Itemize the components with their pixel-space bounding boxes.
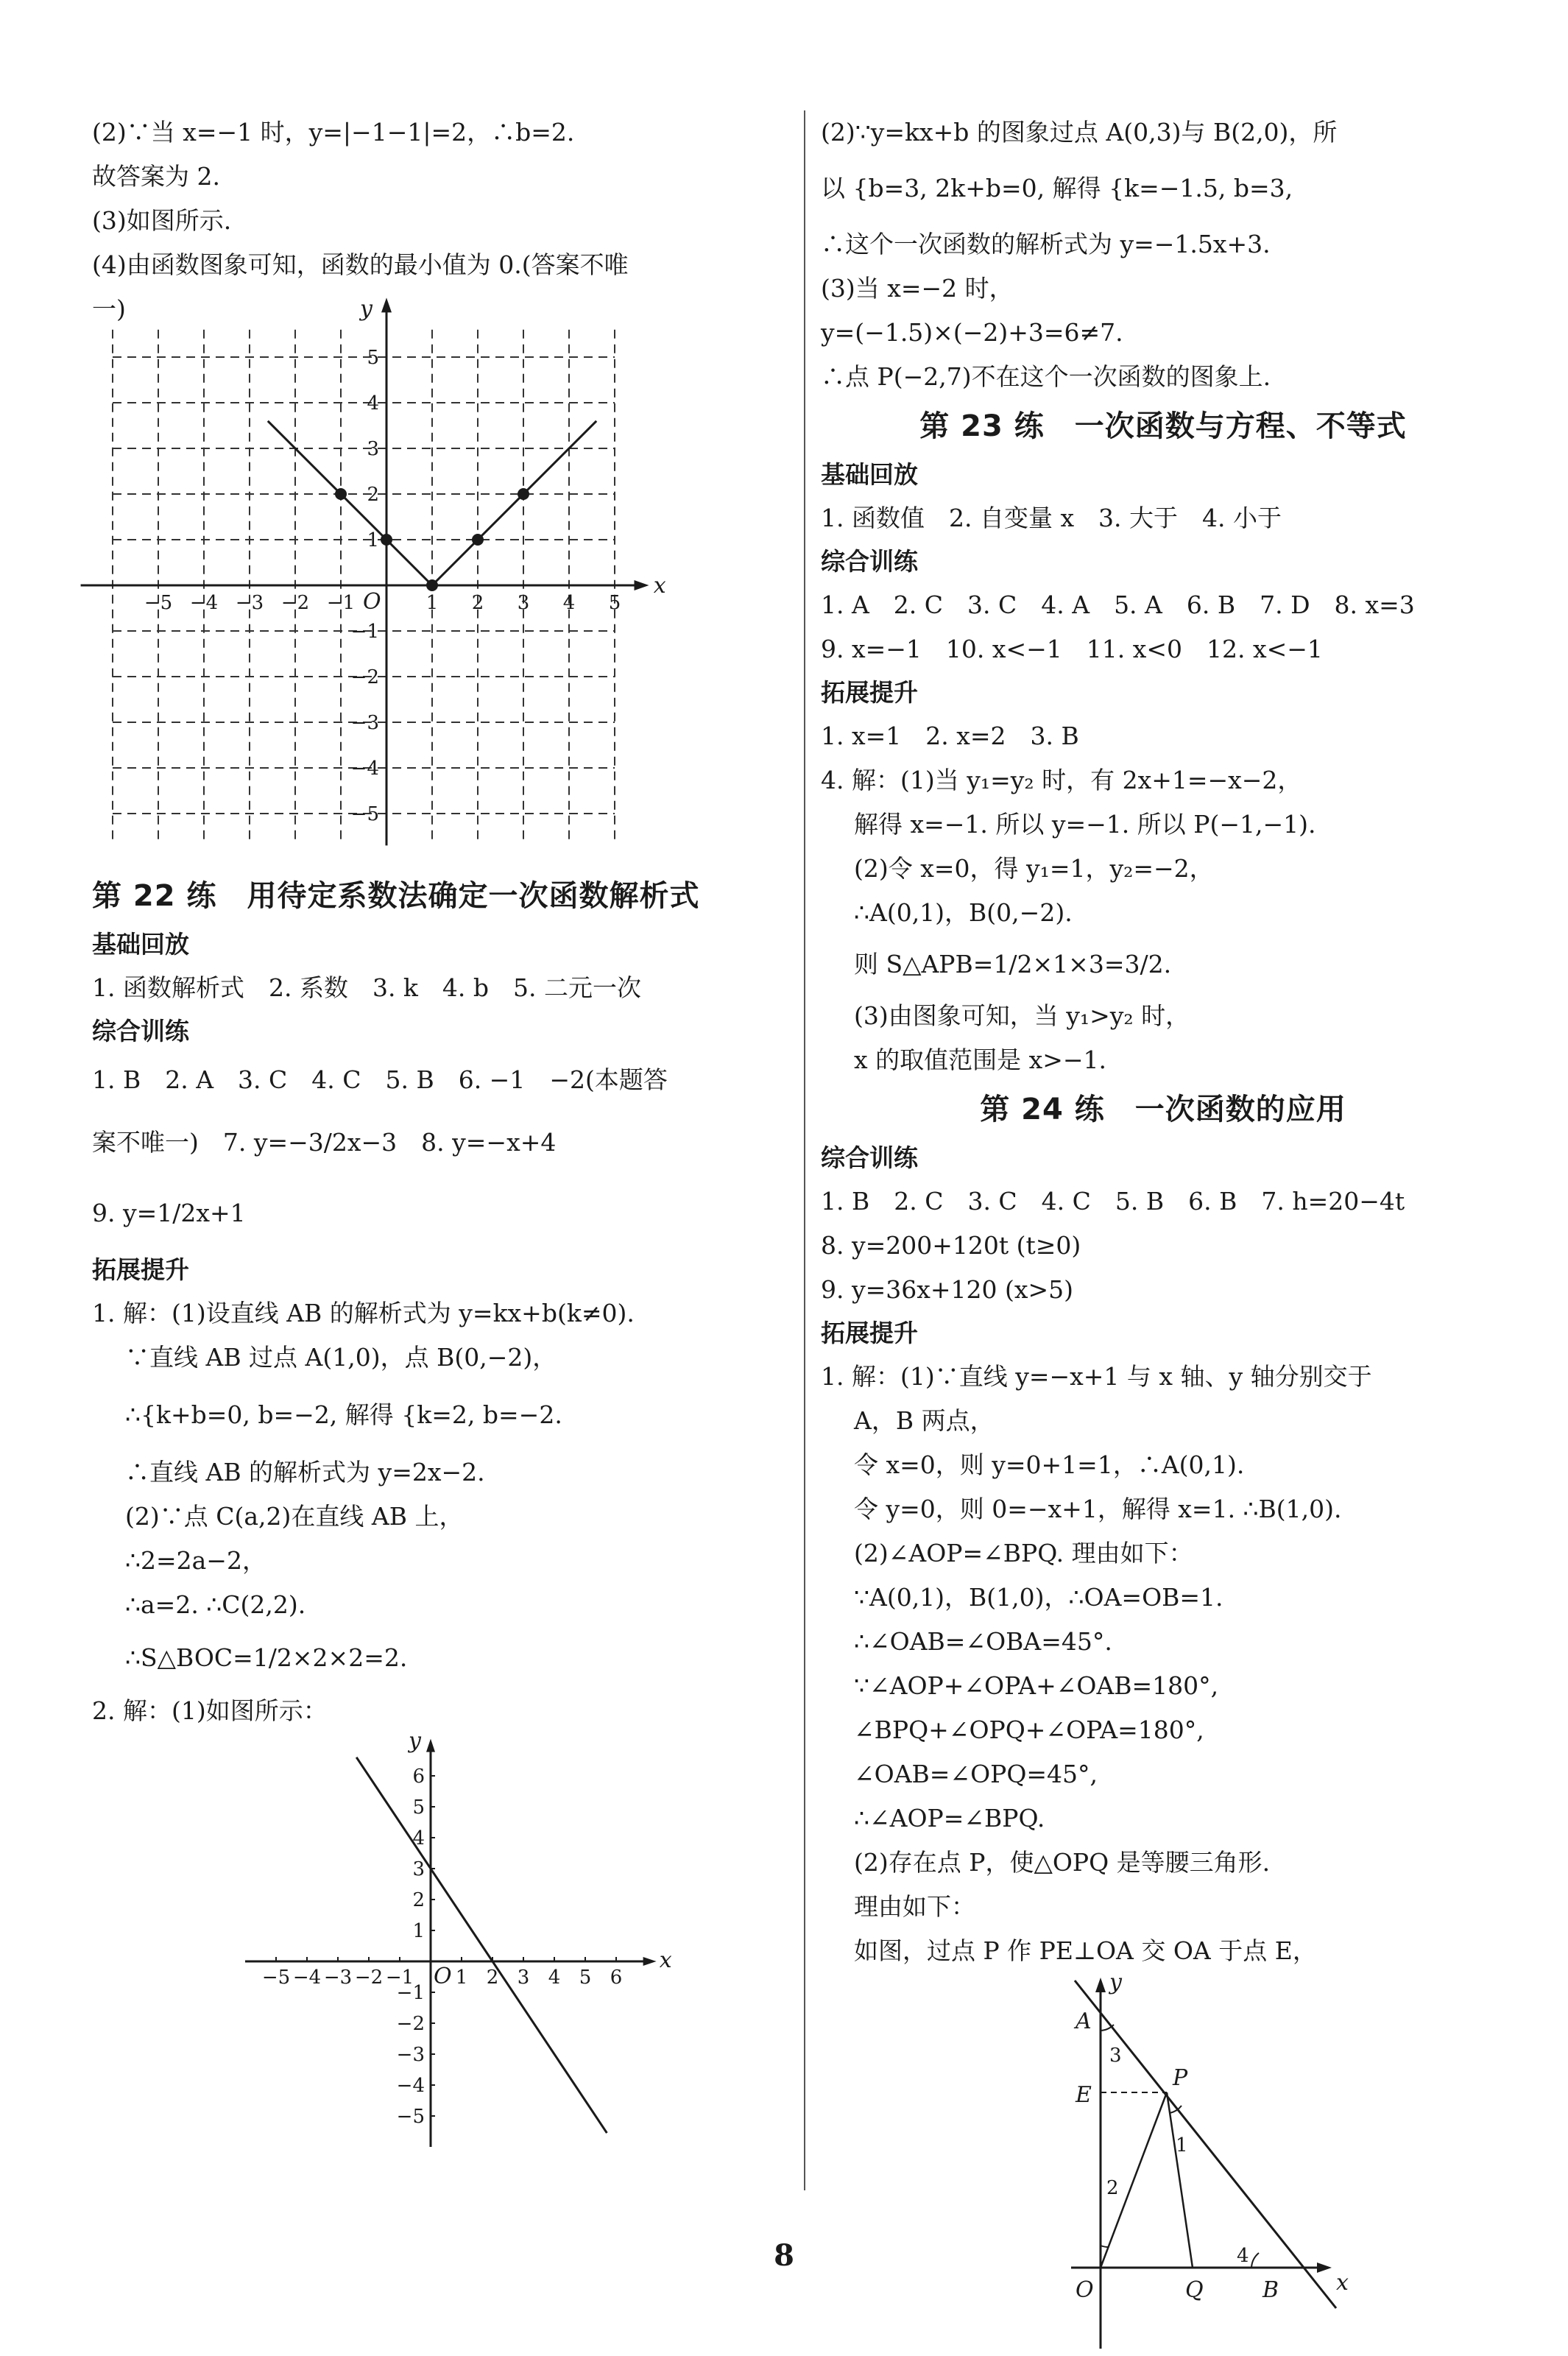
y-tick-label: −5	[396, 2106, 425, 2128]
text-line: ∴点 P(−2,7)不在这个一次函数的图象上.	[821, 362, 1271, 391]
x-tick-label: 3	[517, 592, 530, 614]
subheading-basic: 基础回放	[821, 460, 918, 489]
y-tick-label: 6	[412, 1766, 425, 1788]
subheading-basic: 基础回放	[92, 930, 189, 959]
solution-line: 理由如下：	[854, 1892, 975, 1921]
x-tick-label: 3	[517, 1967, 530, 1989]
data-point	[518, 488, 529, 500]
solution-line: 令 x=0，则 y=0+1=1，∴A(0,1).	[854, 1450, 1245, 1479]
y-tick-label: 2	[367, 484, 379, 506]
solution-line: ∵A(0,1)，B(1,0)，∴OA=OB=1.	[854, 1583, 1223, 1612]
y-tick-label: −3	[396, 2044, 425, 2066]
solution-line: ∠BPQ+∠OPQ+∠OPA=180°,	[854, 1715, 1204, 1744]
x-tick-label: 4	[562, 592, 576, 614]
angle-2-label: 2	[1106, 2177, 1119, 2199]
text-line: 以 {b=3, 2k+b=0, 解得 {k=−1.5, b=3,	[821, 174, 1293, 202]
data-point	[472, 534, 484, 546]
y-tick-label: 1	[412, 1920, 425, 1942]
solution-line: (2)存在点 P，使△OPQ 是等腰三角形.	[854, 1848, 1271, 1877]
solution-line: ∠OAB=∠OPQ=45°,	[854, 1760, 1098, 1788]
left-column	[92, 110, 784, 2145]
y-tick-label: 5	[367, 347, 379, 369]
y-tick-label: 5	[412, 1796, 425, 1819]
y-axis-label: y	[409, 1728, 421, 1754]
abs-function-graph	[92, 296, 784, 869]
x-axis-label: x	[653, 573, 666, 599]
text-line: (2)∵当 x=−1 时，y=|−1−1|=2，∴b=2.	[92, 118, 575, 147]
subheading-extension: 拓展提升	[821, 678, 918, 707]
solution-line: ∴2=2a−2，	[125, 1546, 266, 1575]
y-tick-label: 3	[367, 438, 379, 460]
solution-line: 解得 x=−1. 所以 y=−1. 所以 P(−1,−1).	[854, 810, 1316, 839]
y-tick-label: −5	[350, 803, 379, 825]
x-tick-label: 5	[579, 1967, 592, 1989]
y-tick-label: 1	[367, 529, 379, 551]
point-B-label: B	[1262, 2277, 1279, 2303]
function-line-segment	[356, 1757, 607, 2133]
graph-axes	[245, 1739, 657, 2147]
x-tick-label: −5	[261, 1967, 291, 1989]
solution-line: x 的取值范围是 x>−1.	[854, 1045, 1106, 1074]
answer-line: 1. 函数值 2. 自变量 x 3. 大于 4. 小于	[821, 504, 1282, 532]
text-line: 一)	[92, 294, 126, 323]
solution-line: (2)∠AOP=∠BPQ. 理由如下：	[854, 1539, 1193, 1567]
y-tick-label: −2	[350, 666, 379, 688]
solution-line: (2)∵点 C(a,2)在直线 AB 上，	[125, 1502, 464, 1531]
angle-3-label: 3	[1109, 2045, 1122, 2067]
solution-line: 4. 解：(1)当 y₁=y₂ 时，有 2x+1=−x−2，	[821, 766, 1302, 794]
solution-line: ∴{k+b=0, b=−2, 解得 {k=2, b=−2.	[125, 1400, 562, 1429]
answer-line: 案不唯一) 7. y=−3/2x−3 8. y=−x+4	[92, 1128, 557, 1157]
x-tick-label: −2	[280, 592, 310, 614]
subheading-extension: 拓展提升	[821, 1319, 918, 1347]
data-point	[426, 579, 438, 591]
solution-line: ∴A(0,1)，B(0,−2).	[854, 898, 1073, 927]
solution-line: ∴∠OAB=∠OBA=45°.	[854, 1627, 1112, 1656]
y-tick-label: 2	[412, 1889, 425, 1911]
solution-line: 1. 解：(1)∵直线 y=−x+1 与 x 轴、y 轴分别交于	[821, 1362, 1372, 1391]
solution-line: ∴S△BOC=1/2×2×2=2.	[125, 1643, 408, 1672]
y-tick-label: 3	[412, 1858, 425, 1880]
x-axis-label: x	[1336, 2270, 1349, 2296]
triangle-geometry-figure	[821, 1969, 1505, 2356]
answer-line: 1. B 2. C 3. C 4. C 5. B 6. B 7. h=20−4t	[821, 1187, 1405, 1216]
x-tick-label: −3	[323, 1967, 353, 1989]
section-title-23: 第 23 练 一次函数与方程、不等式	[919, 409, 1407, 443]
x-tick-label: 6	[610, 1967, 623, 1989]
text-line: (2)∵y=kx+b 的图象过点 A(0,3)与 B(2,0)，所	[821, 118, 1338, 147]
point-Q-label: Q	[1185, 2277, 1204, 2303]
column-divider	[804, 110, 805, 2190]
angle-4-label: 4	[1237, 2245, 1249, 2267]
x-tick-label: 2	[471, 592, 484, 614]
solution-line: A，B 两点，	[854, 1406, 995, 1435]
right-column	[821, 110, 1505, 2356]
answer-line: 9. x=−1 10. x<−1 11. x<0 12. x<−1	[821, 635, 1323, 663]
answer-line: 1. 函数解析式 2. 系数 3. k 4. b 5. 二元一次	[92, 973, 641, 1002]
x-tick-label: −1	[326, 592, 356, 614]
y-axis-label: y	[360, 296, 372, 322]
x-tick-label: 4	[548, 1967, 561, 1989]
origin-label: O	[363, 589, 381, 615]
x-tick-label: −5	[144, 592, 173, 614]
solution-line: 则 S△APB=1/2×1×3=3/2.	[854, 950, 1172, 978]
solution-line: ∵直线 AB 过点 A(1,0)，点 B(0,−2)，	[125, 1343, 557, 1372]
answer-line: 9. y=1/2x+1	[92, 1199, 246, 1227]
x-tick-label: −4	[189, 592, 219, 614]
data-point	[335, 488, 347, 500]
text-line: ∴这个一次函数的解析式为 y=−1.5x+3.	[821, 230, 1271, 258]
solution-line: 令 y=0，则 0=−x+1，解得 x=1. ∴B(1,0).	[854, 1495, 1342, 1523]
text-line: 故答案为 2.	[92, 162, 220, 191]
y-tick-label: −2	[396, 2013, 425, 2035]
solution-line: ∴直线 AB 的解析式为 y=2x−2.	[125, 1458, 485, 1486]
solution-line: 如图，过点 P 作 PE⊥OA 交 OA 于点 E，	[854, 1936, 1317, 1965]
x-tick-label: −4	[292, 1967, 322, 1989]
y-axis-arrow	[426, 1739, 435, 1752]
x-tick-label: −2	[354, 1967, 384, 1989]
x-tick-label: −3	[235, 592, 264, 614]
page-number: 8	[774, 2238, 794, 2273]
solution-line: ∴∠AOP=∠BPQ.	[854, 1804, 1045, 1833]
subheading-training: 综合训练	[821, 1143, 918, 1172]
y-arrow	[1095, 1978, 1106, 1992]
y-tick-label: 4	[412, 1827, 425, 1849]
answer-line: 8. y=200+120t (t≥0)	[821, 1231, 1081, 1260]
answer-line: 1. B 2. A 3. C 4. C 5. B 6. −1 −2(本题答	[92, 1065, 668, 1094]
solution-line: ∴a=2. ∴C(2,2).	[125, 1590, 306, 1619]
y-tick-label: −3	[350, 712, 379, 734]
x-tick-label: 5	[608, 592, 621, 614]
x-axis-arrow	[643, 1957, 657, 1966]
y-tick-label: −1	[350, 621, 379, 643]
x-axis-arrow	[635, 580, 649, 590]
point-P-label: P	[1173, 2065, 1188, 2091]
y-axis-label: y	[1109, 1969, 1122, 1995]
solution-line: 2. 解：(1)如图所示：	[92, 1696, 328, 1725]
y-tick-label: −4	[350, 758, 379, 780]
subheading-training: 综合训练	[821, 547, 918, 576]
text-line: (3)如图所示.	[92, 206, 232, 235]
point-E-label: E	[1076, 2082, 1092, 2108]
y-tick-label: −1	[396, 1982, 425, 2004]
data-point	[381, 534, 392, 546]
function-line	[356, 1757, 607, 2133]
answer-line: 1. x=1 2. x=2 3. B	[821, 722, 1079, 750]
solution-line: (3)由图象可知，当 y₁>y₂ 时，	[854, 1001, 1190, 1030]
x-tick-label: 1	[455, 1967, 468, 1989]
solution-line: (2)令 x=0，得 y₁=1，y₂=−2，	[854, 854, 1214, 883]
subheading-training: 综合训练	[92, 1017, 189, 1045]
subheading-extension: 拓展提升	[92, 1255, 189, 1284]
curve-line	[268, 421, 596, 585]
solution-line: 1. 解：(1)设直线 AB 的解析式为 y=kx+b(k≠0).	[92, 1299, 635, 1327]
section-title-24: 第 24 练 一次函数的应用	[980, 1093, 1346, 1126]
text-line: y=(−1.5)×(−2)+3=6≠7.	[821, 318, 1123, 347]
text-line: (3)当 x=−2 时，	[821, 274, 1014, 303]
y-tick-label: −4	[396, 2075, 425, 2097]
linear-function-graph	[92, 1728, 784, 2145]
section-title-22: 第 22 练 用待定系数法确定一次函数解析式	[92, 879, 700, 913]
solution-line: ∵∠AOP+∠OPA+∠OAB=180°,	[854, 1671, 1219, 1700]
x-tick-label: 2	[486, 1967, 499, 1989]
point-O-label: O	[1076, 2277, 1094, 2303]
point-A-label: A	[1076, 2008, 1092, 2034]
x-tick-label: 1	[425, 592, 439, 614]
angle-1-label: 1	[1176, 2134, 1188, 2156]
origin-label: O	[434, 1964, 452, 1989]
answer-line: 9. y=36x+120 (x>5)	[821, 1275, 1074, 1304]
y-tick-label: 4	[367, 392, 379, 415]
x-axis-label: x	[659, 1947, 672, 1973]
answer-line: 1. A 2. C 3. C 4. A 5. A 6. B 7. D 8. x=3	[821, 590, 1415, 619]
text-line: (4)由函数图象可知，函数的最小值为 0.(答案不唯	[92, 250, 629, 279]
x-tick-label: −1	[385, 1967, 414, 1989]
